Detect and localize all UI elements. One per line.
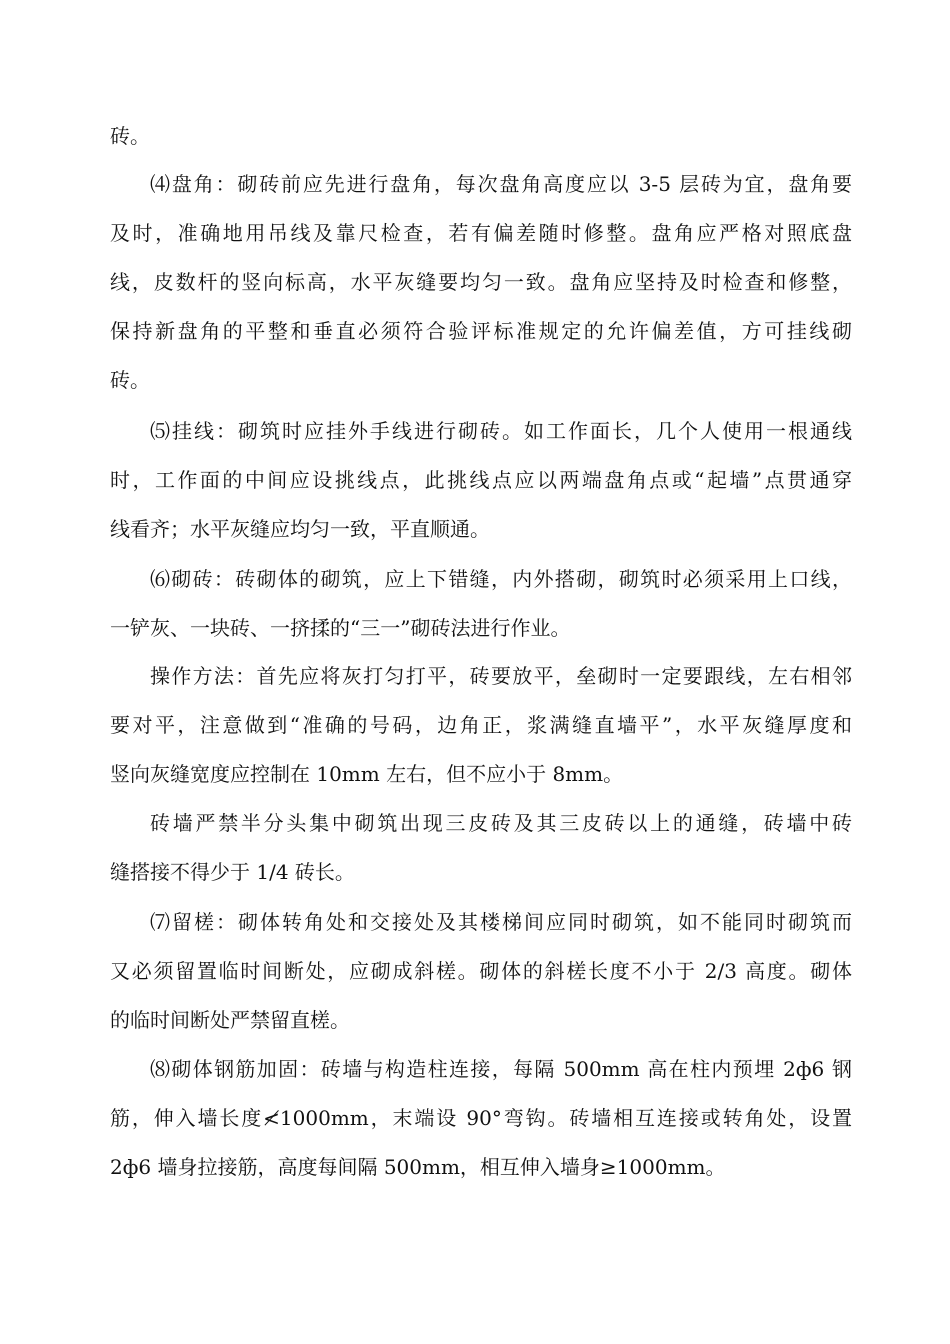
paragraph-line: ⑷盘角：砌砖前应先进行盘角，每次盘角高度应以 3-5 层砖为宜，盘角要	[150, 172, 852, 196]
paragraph-line: 筋，伸入墙长度≮1000mm，末端设 90°弯钩。砖墙相互连接或转角处，设置	[110, 1106, 852, 1130]
paragraph-line: 要对平，注意做到“准确的号码，边角正，浆满缝直墙平”，水平灰缝厚度和	[110, 713, 852, 737]
paragraph-line: ⑻砌体钢筋加固：砖墙与构造柱连接，每隔 500mm 高在柱内预埋 2ф6 钢	[150, 1057, 852, 1081]
paragraph-line: 线看齐；水平灰缝应均匀一致，平直顺通。	[110, 517, 490, 541]
paragraph-line: 线，皮数杆的竖向标高，水平灰缝要均匀一致。盘角应坚持及时检查和修整，	[110, 270, 852, 294]
paragraph-line: 的临时间断处严禁留直槎。	[110, 1008, 350, 1032]
paragraph-line: ⑹砌砖：砖砌体的砌筑，应上下错缝，内外搭砌，砌筑时必须采用上口线，	[150, 567, 852, 591]
paragraph-line: 及时，准确地用吊线及靠尺检查，若有偏差随时修整。盘角应严格对照底盘	[110, 221, 852, 245]
paragraph-line: 保持新盘角的平整和垂直必须符合验评标准规定的允许偏差值，方可挂线砌	[110, 319, 852, 343]
paragraph-line: 操作方法：首先应将灰打匀打平，砖要放平，垒砌时一定要跟线，左右相邻	[150, 664, 852, 688]
paragraph-line: 又必须留置临时间断处，应砌成斜槎。砌体的斜槎长度不小于 2/3 高度。砌体	[110, 959, 852, 983]
paragraph-line: ⑺留槎：砌体转角处和交接处及其楼梯间应同时砌筑，如不能同时砌筑而	[150, 910, 852, 934]
paragraph-line: 砖墙严禁半分头集中砌筑出现三皮砖及其三皮砖以上的通缝，砖墙中砖	[150, 811, 852, 835]
paragraph-line: 2ф6 墙身拉接筋，高度每间隔 500mm，相互伸入墙身≥1000mm。	[110, 1155, 726, 1179]
paragraph-line: 缝搭接不得少于 1/4 砖长。	[110, 860, 355, 884]
paragraph-line: 时，工作面的中间应设挑线点，此挑线点应以两端盘角点或“起墙”点贯通穿	[110, 468, 852, 492]
paragraph-line: 砖。	[110, 124, 150, 148]
paragraph-line: ⑸挂线：砌筑时应挂外手线进行砌砖。如工作面长，几个人使用一根通线	[150, 419, 852, 443]
paragraph-line: 砖。	[110, 368, 150, 392]
paragraph-line: 一铲灰、一块砖、一挤揉的“三一”砌砖法进行作业。	[110, 616, 571, 640]
paragraph-line: 竖向灰缝宽度应控制在 10mm 左右，但不应小于 8mm。	[110, 762, 624, 786]
